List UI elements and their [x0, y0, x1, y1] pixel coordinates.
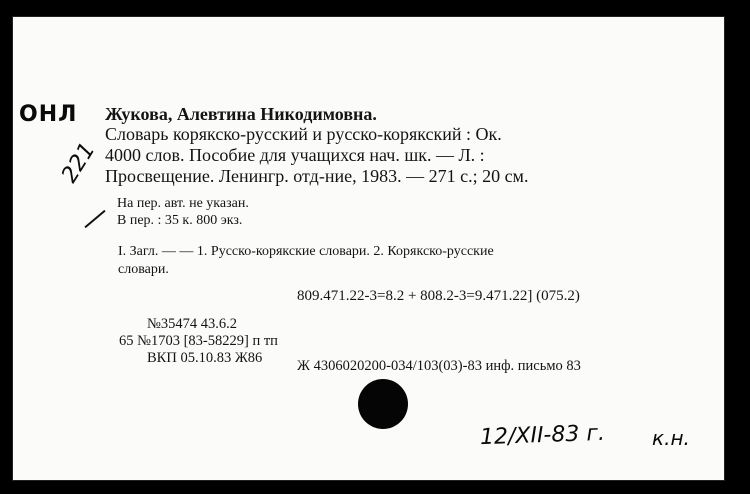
accession-line: №35474 43.6.2	[147, 316, 237, 332]
handwritten-date: 12/XII-83 г.	[479, 420, 606, 451]
handwritten-initials: к.н.	[652, 426, 690, 450]
publisher-code: Ж 4306020200-034/103(03)-83 инф. письмо 83	[297, 358, 581, 374]
shelf-mark: ОНЛ	[19, 102, 78, 127]
title-line: Словарь корякско-русский и русско-корякский : Ок.	[105, 124, 502, 144]
title-line: 4000 слов. Пособие для учащихся нач. шк. — Л. :	[105, 145, 485, 165]
punch-hole	[358, 379, 408, 429]
subject-tracing: I. Загл. — — 1. Русско-корякские словари. 2. Корякско-русские	[118, 244, 494, 259]
author-note: На пер. авт. не указан.	[117, 196, 249, 211]
title-description	[105, 124, 528, 187]
author-heading: Жукова, Алевтина Никодимовна.	[105, 104, 377, 124]
udc-index: 809.471.22-3=8.2 + 808.2-3=9.471.22] (075.2)	[297, 288, 580, 304]
title-line: Просвещение. Ленингр. отд-ние, 1983. — 271 с.; 20 см.	[105, 166, 529, 186]
accession-block	[119, 316, 278, 367]
subject-tracing-cont: словари.	[118, 262, 169, 277]
handwritten-side-mark: 221	[57, 138, 101, 188]
accession-line: 65 №1703 [83-58229] п тп	[119, 333, 278, 349]
catalog-card	[12, 16, 725, 481]
handwritten-slash	[84, 210, 105, 228]
price-note: В пер. : 35 к. 800 экз.	[117, 213, 243, 228]
accession-line: ВКП 05.10.83 Ж86	[147, 350, 263, 366]
